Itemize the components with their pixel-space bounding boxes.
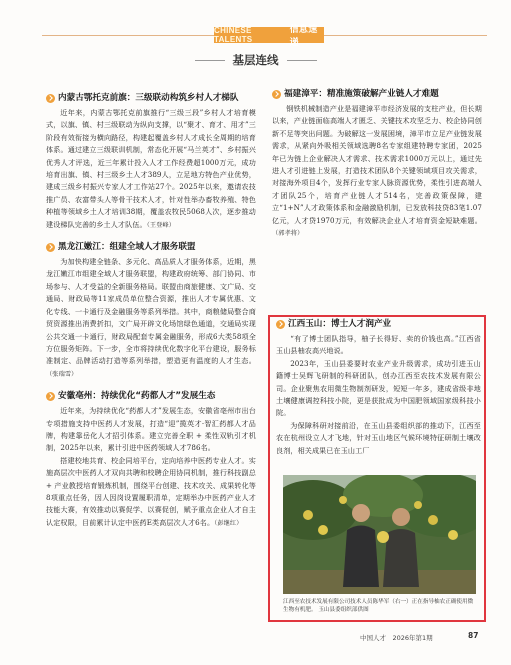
photo-caption: 江西至农技术发展有限公司技术人员陈华军（右一）正在指导柚农正确使用微生物有机肥。 玉山县委组织部供图 [283,599,474,613]
article-1-title: 内蒙古鄂托克前旗：三级联动构筑乡村人才梯队 [58,93,239,103]
article-1-body [46,107,256,232]
article-5-quote: “有了博士团队指导，柚子长得好、卖的价钱也高。”江西省玉山县柚农高兴地说。 [276,334,481,356]
header-band [0,24,511,47]
article-5-heading [276,318,481,330]
orchard-photo [283,475,476,594]
column-tag-en: CHINESE TALENTS [214,26,253,44]
article-4 [272,88,482,240]
article-2-title: 黑龙江嫩江：组建全域人才服务联盟 [58,242,196,253]
article-3-title: 安徽亳州：持续优化“药都人才”发展生态 [58,391,216,402]
page-footer [360,633,433,642]
article-4-body [272,103,482,240]
magazine-name: 中国人才 [360,634,386,642]
title-rule-right [287,60,317,61]
article-2-signature: （张瑞雪） [46,370,78,378]
section-title [0,52,511,68]
article-3 [46,390,256,530]
article-5-body: 2023年，玉山县委要时农业产业升级需求，成功引进玉山籍博士吴辉飞研制的科研团队，创办江西至农技术发展有限公司。企业聚焦农用微生物制剂研发，短短一年多，建成省级非地土壤健康调控科技小院，更是获批成为中国肥领域国家级科技小院。 [276,358,481,418]
article-1-text: 近年来，内蒙古鄂托克前旗推行“三级三段”乡村人才培育模式，以旗、镇、村三级联动为纵向支撑，以“聚才、育才、用才”三阶段有效衔接为横向路径，构建起覆盖乡村人才成长全周期的培育体系。通过建立三级联训机制，常态化开展“马兰英才”、乡村振兴优秀人才评选，近三年累计投入人才工作经费超1000万元，成功培育出旗、镇、村三级乡土人才389人，立足地方特色产业优势，建成三级乡村振兴专家人才工作站27个。2025年以来，邀请农技推广员、农富带头人等骨干技术人才，针对性举办畜牧养殖、特色种植等领域乡土人才培训38期，覆盖农牧民5068人次，逐步推动建设梯队完善的乡土人才队伍。 [46,108,256,229]
bullet-icon [272,90,281,99]
article-2 [46,241,256,381]
bullet-icon [46,243,55,252]
bullet-icon [46,392,55,401]
article-1-signature: （王登峰） [146,221,176,229]
article-2-text: 为加快构建全链条、多元化、高品质人才服务体系，近期，黑龙江嫩江市组建全域人才服务联盟，构建政府统筹、部门协同、市场参与、人才受益的全新服务格局。联盟由商旅健康、文广局、交通局、财政局等11家成员单位整合资源，推出人才专属优惠、文化专线、一卡通行及金融服务等系列举措。其中，商粮储局整合商贸资源推出消费折扣，文广局开辟文化场馆绿色通道，交通局实现公共交通一卡通行，财政局配套专属金融服务，形成6大类58项全方位服务矩阵。下一步，全市将持续优化数字化平台建设，服务标准制定、品牌活动打造等系列举措，塑造更有温度的人才生态。 [46,257,256,366]
right-column [272,88,482,249]
article-3-body-2 [46,455,256,530]
article-3-heading [46,390,256,402]
column-tag [214,24,324,47]
issue-number: 2026年第1期 [392,634,433,642]
article-2-body [46,256,256,381]
article-4-text: 钢铁机械制造产业是福建漳平市经济发展的支柱产业，但长期以来，产业链面临高端人才匮乏、关键技术攻坚乏力、校企协同创新不足等突出问题。为破解这一发展困境，漳平市立足产业链发展需求，从紧向外吸相关领域选聘8名专家组建特聘专家团，2025年已为链上企业解决人才需求、技术需求1000万元以上，通过先进人才引进链上发展，打造技术团队8个关键领域项目攻关需求，对接海外项目4个，发挥行业专家人脉资源优势，柔性引进高端人才团队25个，培育产业链人才514名，完善政策保障，建立“1+N”人才政策体系和金融激励机制，已发放科技贷83笔1.07亿元，人才贷1970万元，有效解决企业人才培育资金短缺难题。 [272,104,482,225]
article-3-signature: （彭继红） [214,519,243,527]
bullet-icon [276,320,285,329]
article-2-heading [46,241,256,253]
title-rule-left [195,60,225,61]
article-4-signature: （郭孝将） [272,230,304,238]
article-4-title: 福建漳平：精准施策破解产业链人才难题 [284,89,439,99]
article-3-text-2: 搭建校地共育、校企同培平台，定向培养中医药专业人才。实施高层次中医药人才双向共聘和校聘企用协同机制，推行科技副总 + 产业教授培育锻炼机制，围绕平台创建、技术攻关、成果转化等8项重点任务，因人因岗设置履职清单，定期举办中医药产业人才技能大赛，有效推动以赛促学、以赛促创，赋予重点企业人才自主认定权限，目前累计认定中医药E类高层次人才6名。 [46,455,256,527]
section-title-text: 基层连线 [232,53,279,67]
column-tag-cn: 信息速递 [289,24,318,47]
article-1 [46,92,256,232]
article-4-heading [272,88,482,100]
page-number: 87 [468,631,479,640]
orchard-photo-illustration [283,475,476,594]
bullet-icon [46,94,55,103]
article-3-body: 近年来，为持续优化“药都人才”发展生态，安徽省亳州市出台专项措施支持中医药人才发展，打造“迎”揽英才·智汇药都人才品牌，构建靠岳化人才招引体系。建立完善全职 + 柔性双轨引才机制，2025年以来，累计引进中医药领域人才786名。 [46,406,256,453]
article-1-heading [46,92,256,104]
article-5-body-2: 为保障科研对接前沿，在玉山县委组织部的推动下，江西至农在杭州设立人才飞地，针对玉山地区气候环境特征研制土壤改良剂，相关成果已在玉山工厂 [276,420,481,455]
article-5-title: 江西玉山：博士人才润产业 [288,319,392,329]
left-column [46,92,256,539]
article-5 [276,318,481,457]
